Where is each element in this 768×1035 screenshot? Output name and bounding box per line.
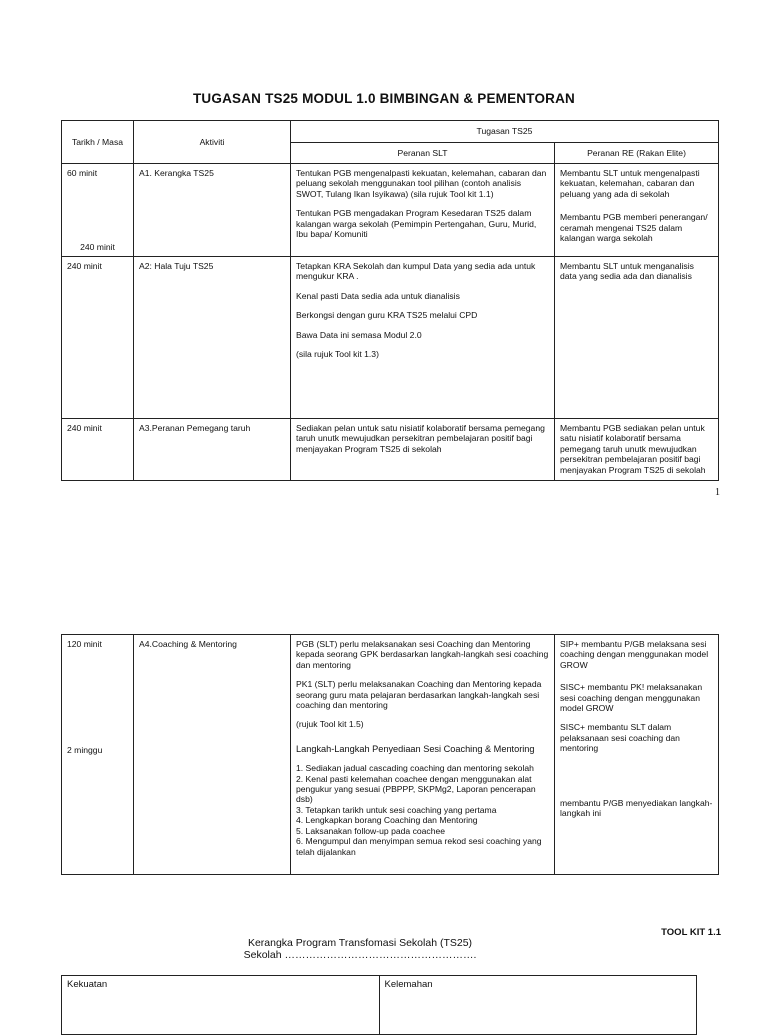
list-item: 1. Sediakan jadual cascading coaching dan mentoring sekolah xyxy=(296,763,534,774)
list-item: 4. Lengkapkan borang Coaching dan Mentoring xyxy=(296,815,478,826)
table-header-row xyxy=(62,121,719,143)
re-text: Membantu SLT untuk menganalisis data yang sedia ada dan dianalisis xyxy=(560,261,694,282)
table-row xyxy=(62,635,719,875)
slt-cell xyxy=(291,257,555,419)
page-number: 1 xyxy=(715,487,720,498)
slt-text: PGB (SLT) perlu melaksanakan sesi Coaching dan Mentoring kepada seorang GPK berdasarkan langkah-langkah sesi coaching dan mentoring xyxy=(296,639,549,670)
slt-text: PK1 (SLT) perlu melaksanakan Coaching dan Mentoring kepada seorang guru mata pelajaran berdasarkan langkah-langkah sesi coaching dan mentoring xyxy=(296,679,542,711)
header-tarikh: Tarikh / Masa xyxy=(62,121,134,164)
table-row xyxy=(62,419,719,481)
slt-cell xyxy=(291,419,555,481)
header-aktiviti: Aktiviti xyxy=(134,121,291,164)
activity-cell: A3.Peranan Pemegang taruh xyxy=(134,419,291,481)
time-cell xyxy=(62,635,134,875)
header-tugasan: Tugasan TS25 xyxy=(291,121,719,143)
time-start: 120 minit xyxy=(67,639,102,649)
slt-text: Bawa Data ini semasa Modul 2.0 xyxy=(296,329,422,340)
slt-text: (rujuk Tool kit 1.5) xyxy=(296,719,364,730)
header-peranan-slt: Peranan SLT xyxy=(291,143,555,164)
re-text: Membantu PGB memberi penerangan/ ceramah mengenai TS25 dalam kalangan warga sekolah xyxy=(560,212,708,244)
slt-cell xyxy=(291,164,555,257)
slt-text: (sila rujuk Tool kit 1.3) xyxy=(296,349,379,360)
slt-cell xyxy=(291,635,555,875)
slt-text: Tetapkan KRA Sekolah dan kumpul Data yang sedia ada untuk mengukur KRA . xyxy=(296,261,536,282)
re-cell xyxy=(555,164,719,257)
re-text: SISC+ membantu PK! melaksanakan sesi coaching dengan menggunakan model GROW xyxy=(560,682,703,714)
slt-text: Tentukan PGB mengenalpasti kekuatan, kelemahan, cabaran dan peluang sekolah menggunakan tool pilihan (contoh analisis SWOT, Tulang Ikan Isyikawa) (sila rujuk Tool kit 1.1) xyxy=(296,168,547,199)
list-item: 6. Mengumpul dan menyimpan semua rekod sesi coaching yang telah dijalankan xyxy=(296,836,542,857)
re-text: Membantu SLT untuk mengenalpasti kekuatan, kelemahan, cabaran dan peluang yang ada di sekolah xyxy=(560,168,700,199)
swot-weaknesses-cell xyxy=(379,976,697,1034)
document-title: TUGASAN TS25 MODUL 1.0 BIMBINGAN & PEMENTORAN xyxy=(192,91,576,106)
swot-table xyxy=(61,975,697,1035)
slt-text: Tentukan PGB mengadakan Program Kesedaran TS25 dalam kalangan warga sekolah (Pemimpin Pertengahan, Guru, Murid, Ibu bapa/ Komuniti xyxy=(296,208,537,240)
time-end: 240 minit xyxy=(80,241,115,252)
list-item: 3. Tetapkan tarikh untuk sesi coaching yang pertama xyxy=(296,804,497,815)
re-cell xyxy=(555,257,719,419)
time-cell: 240 minit xyxy=(62,419,134,481)
subtitle-line: Kerangka Program Transfomasi Sekolah (TS25) xyxy=(247,937,473,949)
time-cell xyxy=(62,164,134,257)
steps-heading: Langkah-Langkah Penyediaan Sesi Coaching & Mentoring xyxy=(296,743,535,754)
task-table xyxy=(61,120,719,481)
table-row xyxy=(62,257,719,419)
swot-weaknesses-label: Kelemahan xyxy=(384,979,433,990)
time-start: 60 minit xyxy=(67,168,98,178)
re-cell xyxy=(555,419,719,481)
slt-text: Berkongsi dengan guru KRA TS25 melalui CPD xyxy=(296,310,478,321)
re-text: membantu P/GB menyediakan langkah-langkah ini xyxy=(560,797,713,819)
activity-cell: A4.Coaching & Mentoring xyxy=(134,635,291,875)
slt-text: Sediakan pelan untuk satu nisiatif kolaboratif bersama pemegang taruh unutk mewujudkan persekitran pembelajaran positif bagi menjayakan Program TS25 di sekolah xyxy=(296,423,545,454)
list-item: 2. Kenal pasti kelemahan coachee dengan menggunakan alat pengukur yang sesuai (PBPPP, SKPMg2, Laporan pencerapan dsb) xyxy=(296,773,536,805)
activity-cell: A1. Kerangka TS25 xyxy=(134,164,291,257)
school-line: Sekolah ………………………………………………. xyxy=(243,949,477,961)
slt-text: Kenal pasti Data sedia ada untuk dianalisis xyxy=(296,290,460,301)
swot-strengths-label: Kekuatan xyxy=(67,979,108,990)
re-cell xyxy=(555,635,719,875)
framework-subtitle xyxy=(200,937,520,961)
toolkit-label: TOOL KIT 1.1 xyxy=(661,927,721,938)
time-cell: 240 minit xyxy=(62,257,134,419)
time-duration: 2 minggu xyxy=(67,745,103,756)
task-table-continued xyxy=(61,634,719,875)
swot-strengths-cell xyxy=(62,976,379,1034)
activity-cell: A2: Hala Tuju TS25 xyxy=(134,257,291,419)
table-row xyxy=(62,164,719,257)
list-item: 5. Laksanakan follow-up pada coachee xyxy=(296,825,446,836)
re-text: SIP+ membantu P/GB melaksana sesi coaching dengan menggunakan model GROW xyxy=(560,639,709,670)
re-text: SISC+ membantu SLT dalam pelaksanaan sesi coaching dan mentoring xyxy=(560,722,680,754)
re-text: Membantu PGB sediakan pelan untuk satu nisiatif kolaboratif bersama pemegang taruh unutk mewujudkan persekitran pembelajaran positif bagi menjayakan Program TS25 di sekolah xyxy=(560,423,706,475)
header-peranan-re: Peranan RE (Rakan Elite) xyxy=(555,143,719,164)
steps-list xyxy=(296,763,549,857)
